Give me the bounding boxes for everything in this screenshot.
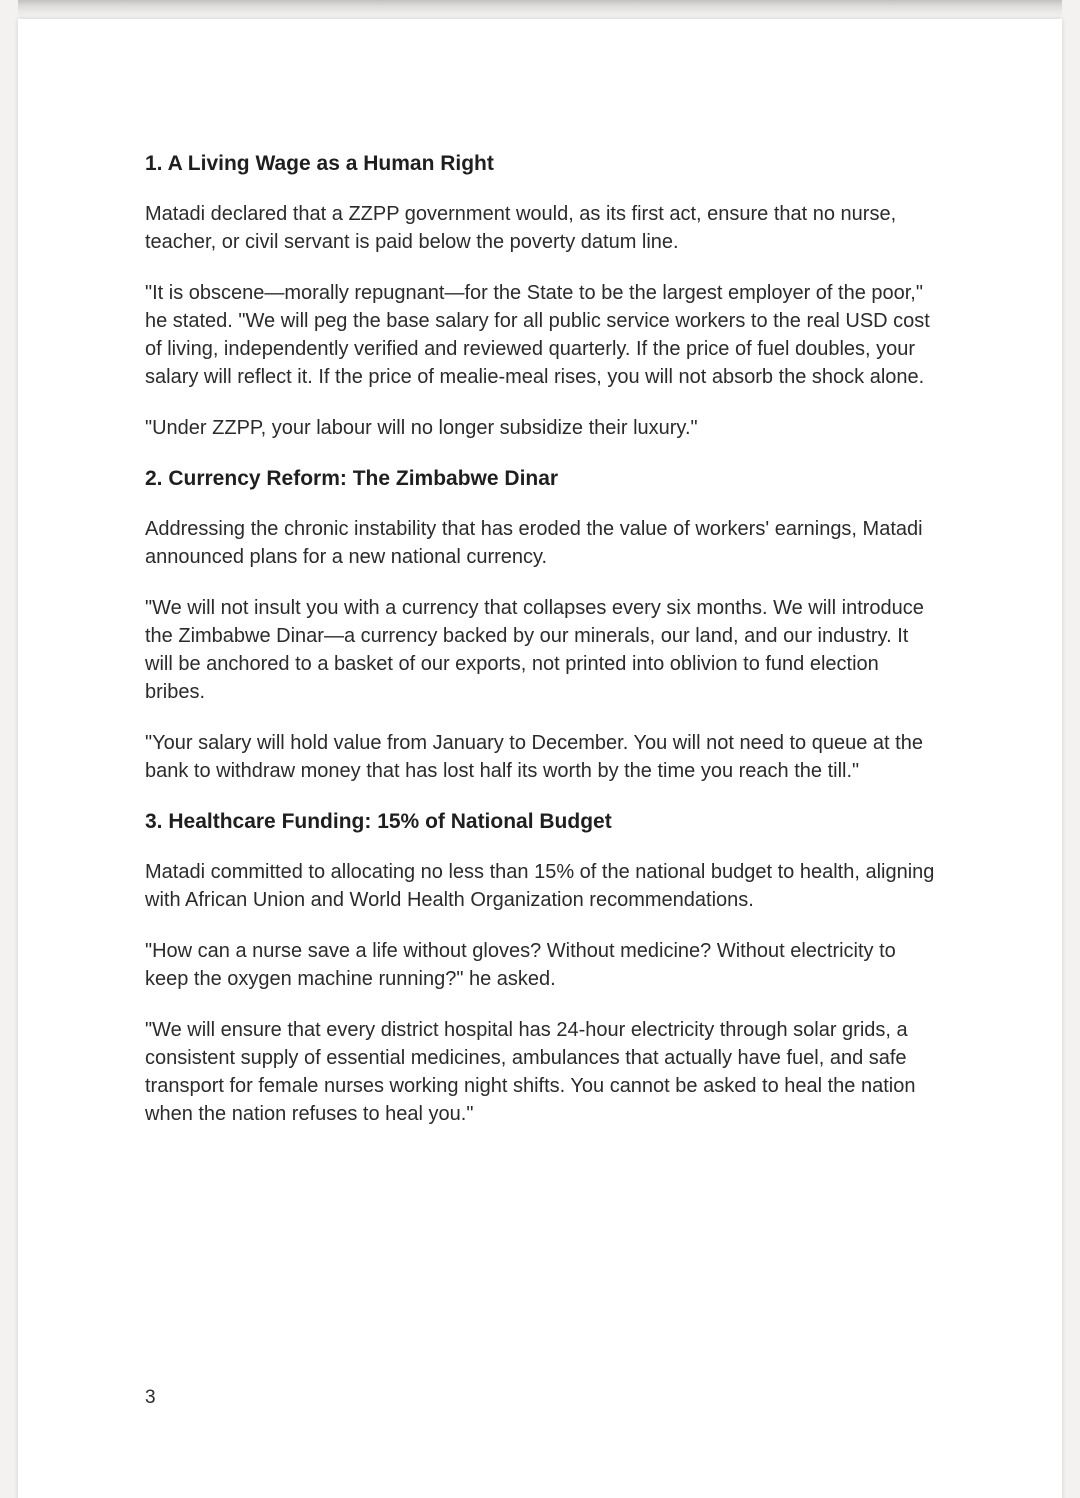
section-heading-living-wage: 1. A Living Wage as a Human Right (145, 152, 494, 175)
paragraph: "How can a nurse save a life without gloves? Without medicine? Without electricity to keep the oxygen machine running?" he asked. (145, 940, 896, 990)
paragraph: Matadi committed to allocating no less than 15% of the national budget to health, aligning with African Union and World Health Organization recommendations. (145, 861, 935, 911)
paragraph: Matadi declared that a ZZPP government would, as its first act, ensure that no nurse, teacher, or civil servant is paid below the poverty datum line. (145, 203, 897, 253)
paragraph: "Your salary will hold value from January to December. You will not need to queue at the bank to withdraw money that has lost half its worth by the time you reach the till." (145, 732, 923, 782)
section-heading-currency-reform: 2. Currency Reform: The Zimbabwe Dinar (145, 467, 559, 490)
paragraph: "We will not insult you with a currency that collapses every six months. We will introduce the Zimbabwe Dinar—a currency backed by our minerals, our land, and our industry. It will be anchored to a basket of our exports, not printed into oblivion to fund election bribes. (145, 597, 924, 703)
paragraph: "Under ZZPP, your labour will no longer subsidize their luxury." (145, 417, 698, 439)
page-content (18, 19, 1062, 1128)
previous-page-edge-shadow (18, 0, 1062, 16)
paragraph: "We will ensure that every district hospital has 24-hour electricity through solar grids, a consistent supply of essential medicines, ambulances that actually have fuel, and safe transport for female nurses working night shifts. You cannot be asked to heal the nation when the nation refuses to heal you." (145, 1019, 916, 1125)
section-heading-healthcare-funding: 3. Healthcare Funding: 15% of National Budget (145, 810, 612, 833)
page-number: 3 (145, 1387, 156, 1408)
paragraph: "It is obscene—morally repugnant—for the State to be the largest employer of the poor," he stated. "We will peg the base salary for all public service workers to the real USD cost of living, independently verified and reviewed quarterly. If the price of fuel doubles, your salary will reflect it. If the price of mealie-meal rises, you will not absorb the shock alone. (145, 282, 930, 388)
document-page (18, 19, 1062, 1498)
paragraph: Addressing the chronic instability that has eroded the value of workers' earnings, Matadi announced plans for a new national currency. (145, 518, 923, 568)
